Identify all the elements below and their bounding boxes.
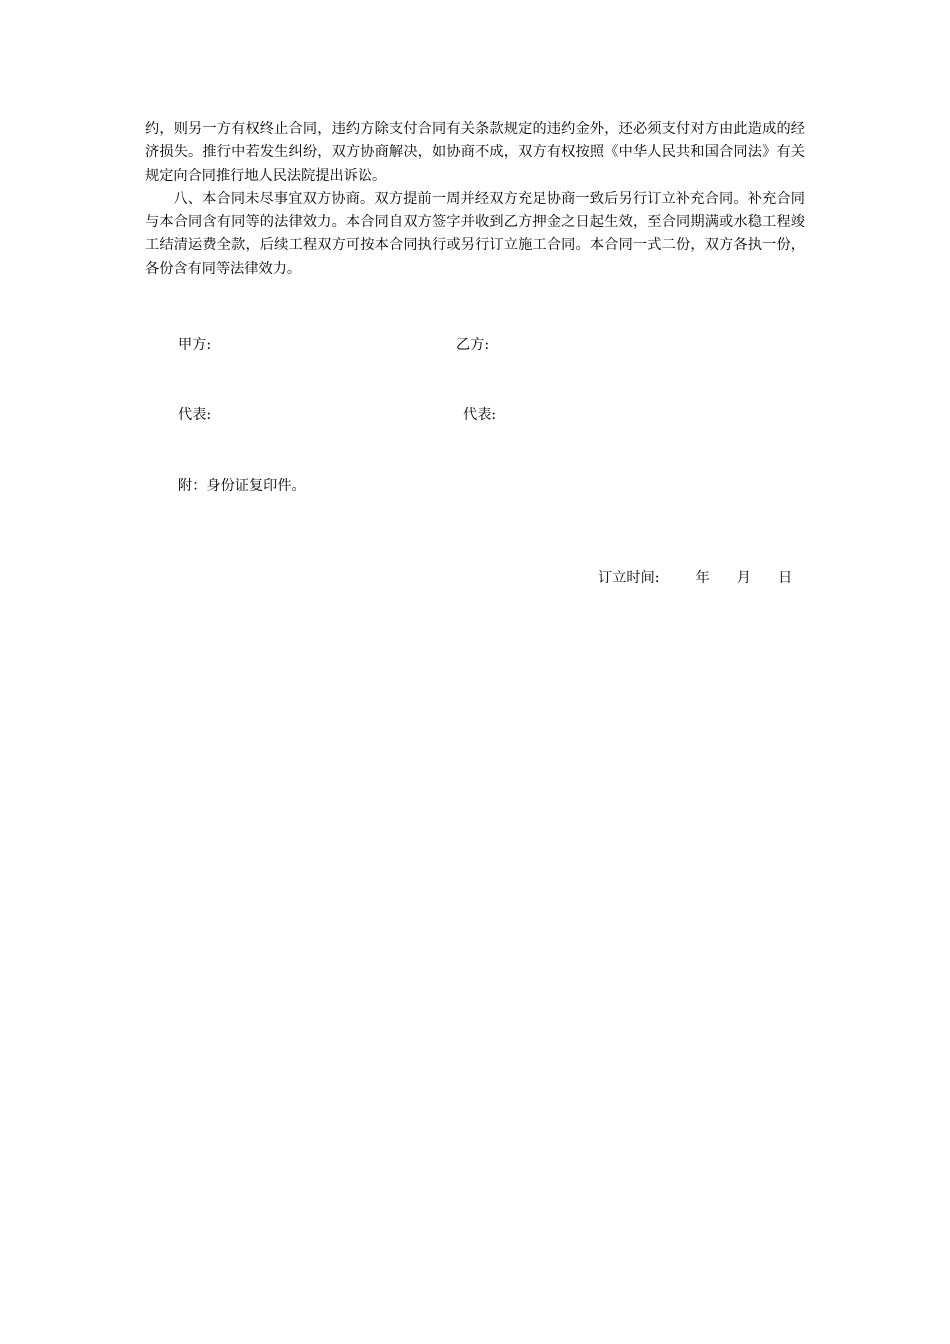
paragraph-continued: 约，则另一方有权终止合同，违约方除支付合同有关条款规定的违约金外，还必须支付对方由此造成的经济损失。推行中若发生纠纷，双方协商解决，如协商不成，双方有权按照《中华人民共和国合同法》有关规定向合同推行地人民法院提出诉讼。	[145, 121, 805, 184]
representative-a-label: 代表:	[178, 407, 212, 423]
signing-date	[598, 568, 792, 588]
attachment-note: 附：身份证复印件。	[178, 478, 306, 494]
party-a-label: 甲方:	[178, 337, 212, 353]
signing-date-day: 日	[777, 570, 793, 586]
signing-date-month: 月	[736, 570, 751, 586]
paragraph-eight: 八、本合同未尽事宜双方协商。双方提前一周并经双方充足协商一致后另行订立补充合同。补充合同与本合同含有同等的法律效力。本合同自双方签字并收到乙方押金之日起生效，至合同期满或水稳工程竣工结清运费全款，后续工程双方可按本合同执行或另行订立施工合同。本合同一式二份，双方各执一份，各份含有同等法律效力。	[145, 190, 805, 277]
signing-date-label: 订立时间:	[598, 570, 660, 586]
party-b-label: 乙方:	[456, 337, 490, 353]
signing-date-year: 年	[695, 570, 710, 586]
representative-b-label: 代表:	[463, 407, 497, 423]
contract-body	[145, 118, 805, 281]
